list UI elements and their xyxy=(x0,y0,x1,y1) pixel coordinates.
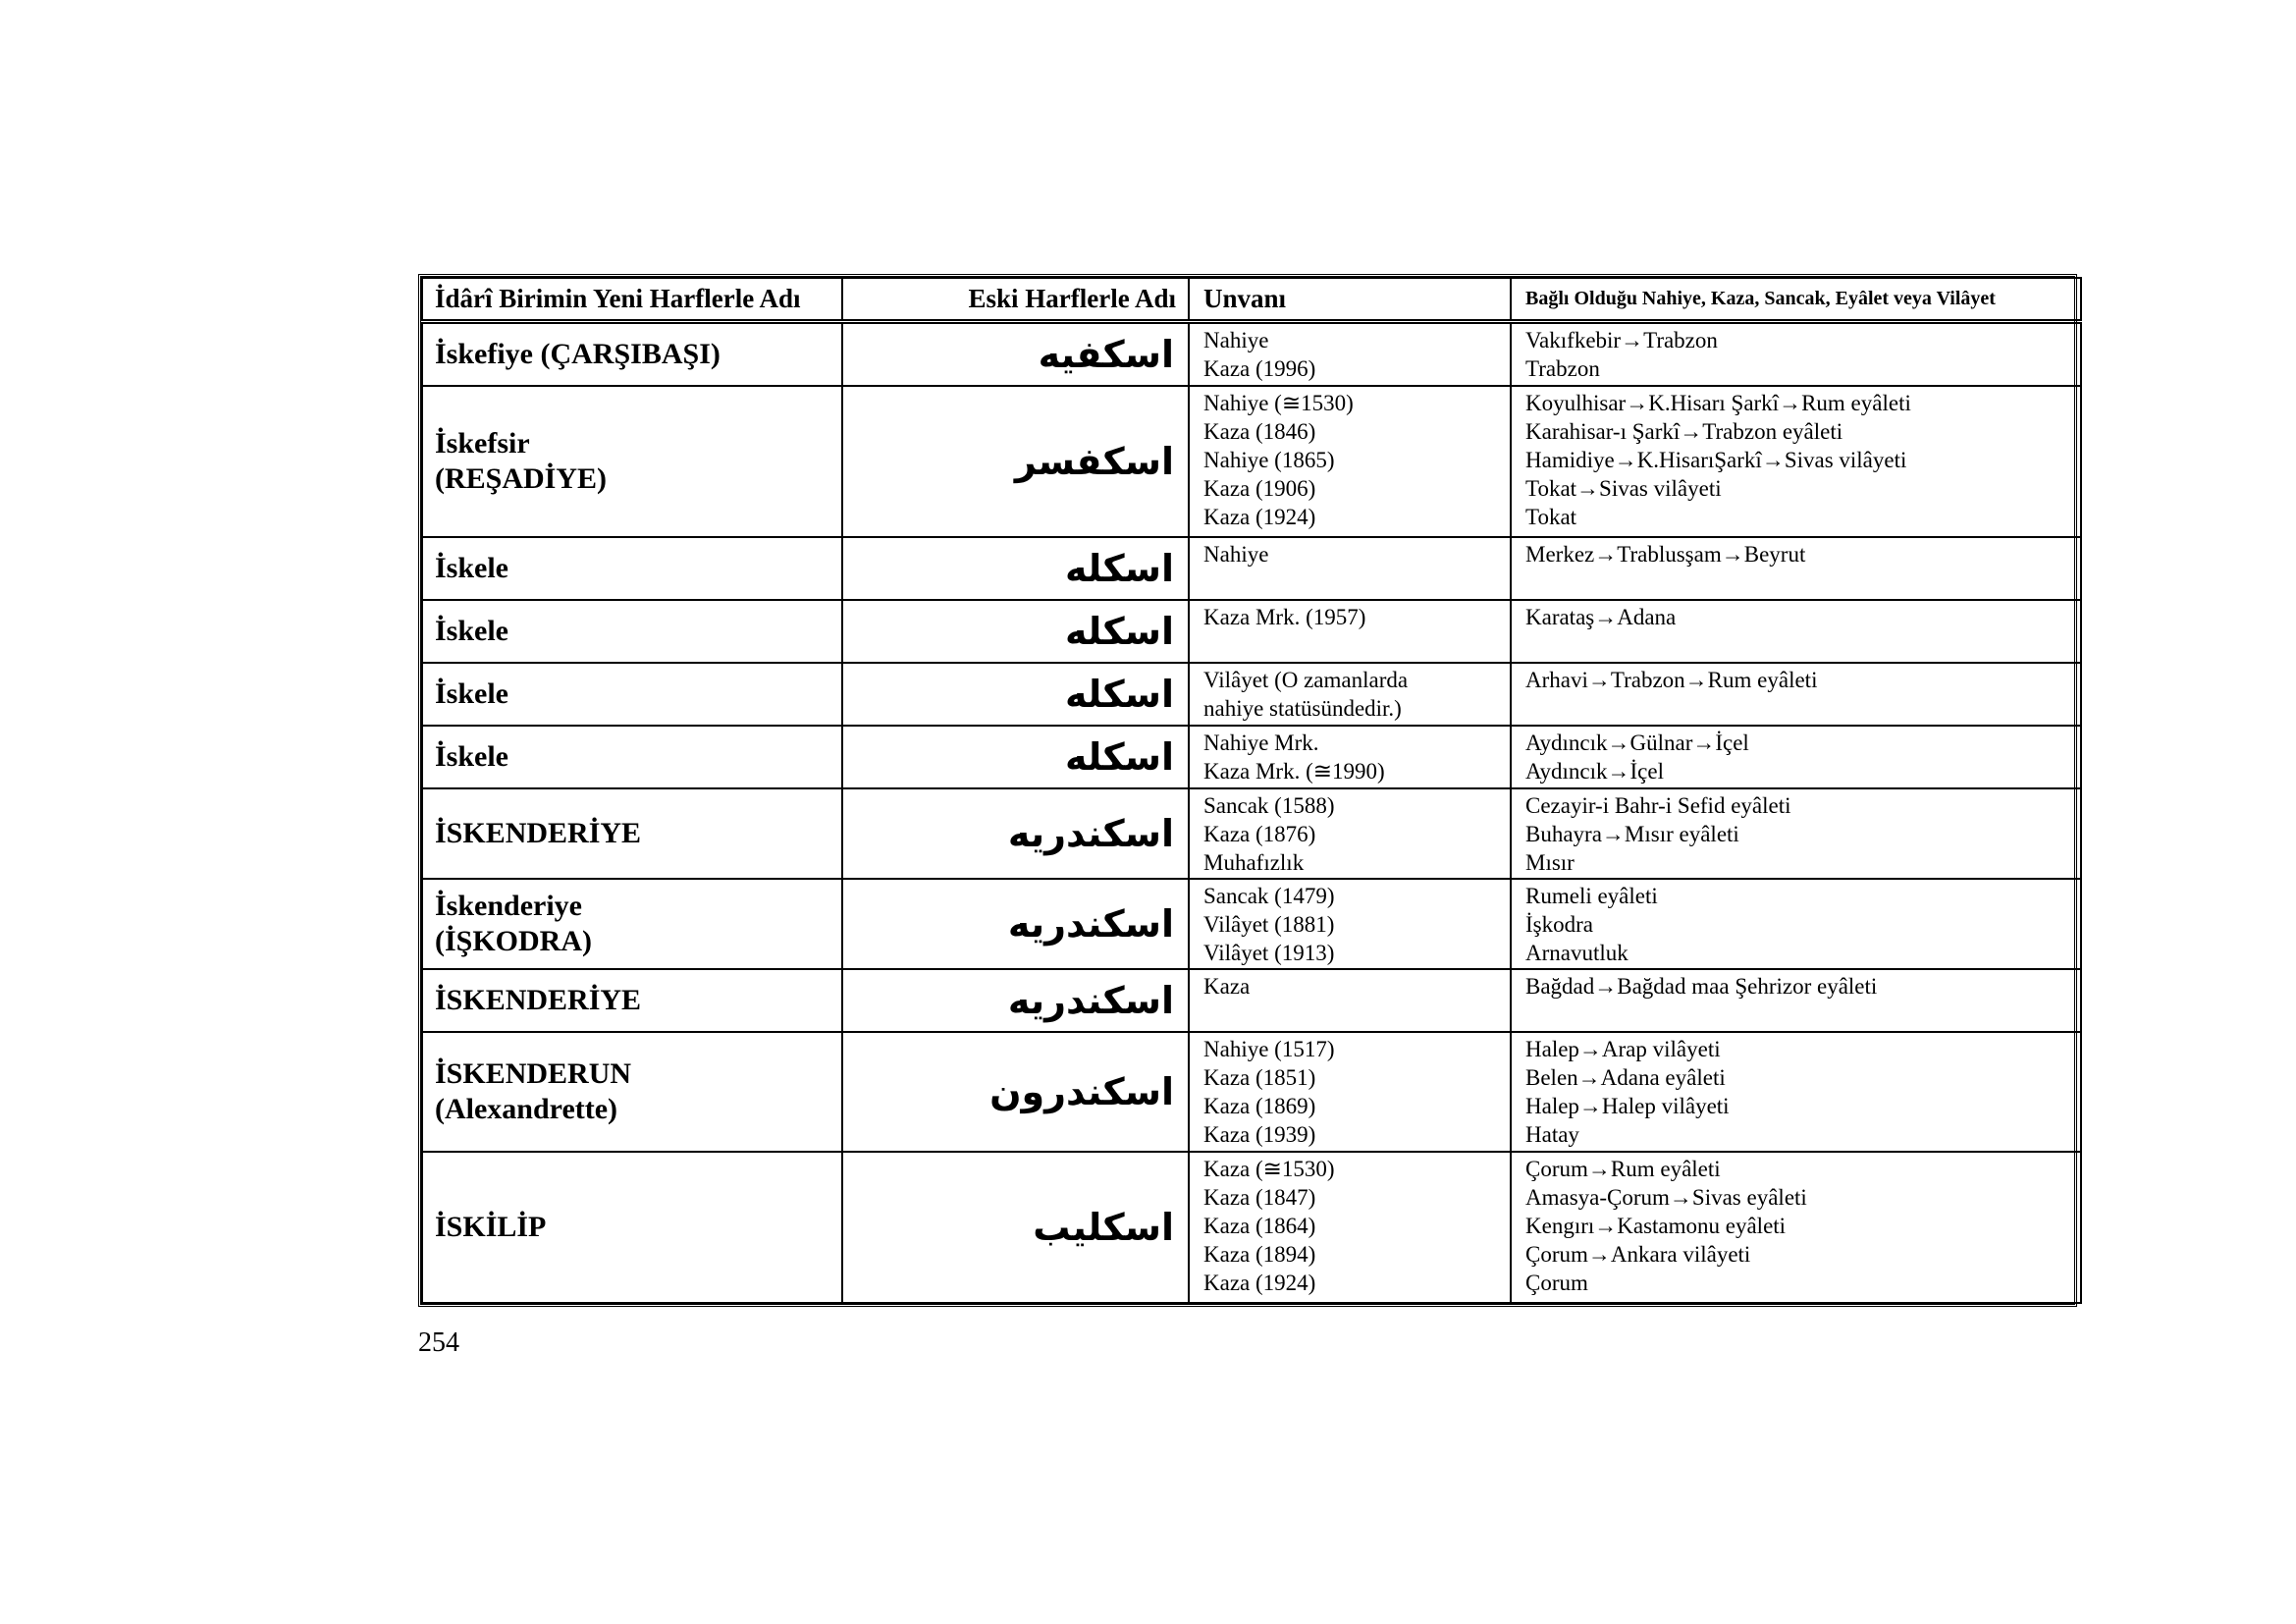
page-number: 254 xyxy=(418,1327,459,1358)
affiliation-cell-line: Trabzon xyxy=(1525,355,1600,381)
affiliation-cell xyxy=(1511,879,2081,969)
unit-name-cell-line: İSKENDERİYE xyxy=(435,984,642,1016)
title-cell-line: Kaza (1939) xyxy=(1203,1122,1316,1147)
table-row xyxy=(422,1152,2081,1303)
settlement-table xyxy=(421,277,2082,1304)
affiliation-cell-line: Tokat→Sivas vilâyeti xyxy=(1525,476,1722,501)
old-script-name-cell: اسكندرون xyxy=(842,1032,1189,1152)
affiliation-cell-line: Tokat xyxy=(1525,505,1577,529)
title-cell-line: Kaza Mrk. (1957) xyxy=(1203,605,1366,629)
affiliation-cell xyxy=(1511,600,2081,663)
unit-name-cell-line: İskele xyxy=(435,677,508,710)
table-row xyxy=(422,879,2081,969)
title-cell xyxy=(1189,726,1511,788)
old-script-name-cell: اسكليب xyxy=(842,1152,1189,1303)
unit-name-cell-line: (Alexandrette) xyxy=(435,1093,618,1125)
unit-name-cell-line: İSKENDERİYE xyxy=(435,817,642,849)
title-cell-line: Nahiye (1517) xyxy=(1203,1037,1335,1061)
title-cell-line: Kaza (1846) xyxy=(1203,419,1316,444)
affiliation-cell-line: Kengırı→Kastamonu eyâleti xyxy=(1525,1214,1787,1238)
affiliation-cell-line: Çorum→Rum eyâleti xyxy=(1525,1157,1721,1181)
old-script-name-cell: اسكفيه xyxy=(842,321,1189,386)
column-header-name: İdârî Birimin Yeni Harflerle Adı xyxy=(422,278,842,321)
affiliation-cell-line: Vakıfkebir→Trabzon xyxy=(1525,327,1718,352)
affiliation-cell-line: Aydıncık→Gülnar→İçel xyxy=(1525,731,1749,755)
title-cell-line: nahiye statüsündedir.) xyxy=(1203,696,1402,721)
old-script-name-cell: اسكندريه xyxy=(842,788,1189,879)
affiliation-cell xyxy=(1511,321,2081,386)
title-cell xyxy=(1189,1152,1511,1303)
settlement-table-frame xyxy=(418,274,2077,1307)
table-row xyxy=(422,726,2081,788)
old-script-name-cell: اسكله xyxy=(842,537,1189,600)
title-cell-line: Kaza (1924) xyxy=(1203,505,1316,529)
affiliation-cell-line: Merkez→Trablusşam→Beyrut xyxy=(1525,542,1806,567)
title-cell-line: Kaza (1851) xyxy=(1203,1065,1316,1090)
affiliation-cell xyxy=(1511,726,2081,788)
unit-name-cell xyxy=(422,879,842,969)
title-cell-line: Nahiye (≅1530) xyxy=(1203,391,1354,415)
title-cell xyxy=(1189,386,1511,537)
affiliation-cell xyxy=(1511,663,2081,726)
title-cell xyxy=(1189,1032,1511,1152)
unit-name-cell xyxy=(422,663,842,726)
old-script-name-cell: اسكله xyxy=(842,600,1189,663)
unit-name-cell xyxy=(422,600,842,663)
affiliation-cell xyxy=(1511,969,2081,1032)
affiliation-cell-line: Cezayir-i Bahr-i Sefid eyâleti xyxy=(1525,793,1791,818)
title-cell-line: Nahiye (1865) xyxy=(1203,448,1335,472)
affiliation-cell-line: Çorum xyxy=(1525,1271,1588,1295)
affiliation-cell xyxy=(1511,1152,2081,1303)
title-cell-line: Kaza Mrk. (≅1990) xyxy=(1203,759,1385,784)
title-cell-line: Vilâyet (1881) xyxy=(1203,912,1335,937)
affiliation-cell-line: Belen→Adana eyâleti xyxy=(1525,1065,1726,1090)
table-row xyxy=(422,969,2081,1032)
table-body xyxy=(422,321,2081,1303)
affiliation-cell-line: Rumeli eyâleti xyxy=(1525,884,1658,908)
unit-name-cell xyxy=(422,726,842,788)
affiliation-cell-line: Hamidiye→K.HisarıŞarkî→Sivas vilâyeti xyxy=(1525,448,1907,472)
title-cell-line: Muhafızlık xyxy=(1203,850,1305,875)
affiliation-cell-line: Arnavutluk xyxy=(1525,941,1629,965)
column-header-title: Unvanı xyxy=(1189,278,1511,321)
affiliation-cell-line: Çorum→Ankara vilâyeti xyxy=(1525,1242,1751,1267)
title-cell xyxy=(1189,537,1511,600)
affiliation-cell-line: Amasya-Çorum→Sivas eyâleti xyxy=(1525,1185,1807,1210)
unit-name-cell xyxy=(422,969,842,1032)
title-cell-line: Kaza (≅1530) xyxy=(1203,1157,1335,1181)
title-cell-line: Kaza (1894) xyxy=(1203,1242,1316,1267)
affiliation-cell-line: Arhavi→Trabzon→Rum eyâleti xyxy=(1525,668,1818,692)
affiliation-cell-line: Aydıncık→İçel xyxy=(1525,759,1664,784)
title-cell xyxy=(1189,788,1511,879)
unit-name-cell xyxy=(422,321,842,386)
affiliation-cell-line: İşkodra xyxy=(1525,912,1593,937)
unit-name-cell-line: İSKENDERUN xyxy=(435,1057,632,1090)
title-cell xyxy=(1189,600,1511,663)
unit-name-cell xyxy=(422,1152,842,1303)
title-cell-line: Kaza (1847) xyxy=(1203,1185,1316,1210)
unit-name-cell-line: (REŞADİYE) xyxy=(435,462,608,495)
affiliation-cell-line: Mısır xyxy=(1525,850,1575,875)
title-cell-line: Nahiye xyxy=(1203,327,1269,352)
affiliation-cell xyxy=(1511,386,2081,537)
title-cell xyxy=(1189,969,1511,1032)
table-row xyxy=(422,788,2081,879)
affiliation-cell-line: Buhayra→Mısır eyâleti xyxy=(1525,822,1739,846)
affiliation-cell xyxy=(1511,537,2081,600)
affiliation-cell-line: Koyulhisar→K.Hisarı Şarkî→Rum eyâleti xyxy=(1525,391,1911,415)
title-cell-line: Kaza xyxy=(1203,974,1251,999)
unit-name-cell-line: İskele xyxy=(435,615,508,647)
affiliation-cell-line: Karataş→Adana xyxy=(1525,605,1677,629)
table-row xyxy=(422,537,2081,600)
affiliation-cell xyxy=(1511,788,2081,879)
table-header-row xyxy=(422,278,2081,321)
affiliation-cell-line: Karahisar-ı Şarkî→Trabzon eyâleti xyxy=(1525,419,1843,444)
table-row xyxy=(422,1032,2081,1152)
table-row xyxy=(422,663,2081,726)
table-row xyxy=(422,600,2081,663)
affiliation-cell-line: Halep→Arap vilâyeti xyxy=(1525,1037,1721,1061)
unit-name-cell-line: İSKİLİP xyxy=(435,1211,547,1243)
unit-name-cell-line: (İŞKODRA) xyxy=(435,925,593,957)
column-header-old-name: Eski Harflerle Adı xyxy=(842,278,1189,321)
unit-name-cell xyxy=(422,386,842,537)
title-cell-line: Kaza (1869) xyxy=(1203,1094,1316,1118)
title-cell-line: Kaza (1906) xyxy=(1203,476,1316,501)
unit-name-cell-line: İskele xyxy=(435,552,508,584)
title-cell-line: Sancak (1588) xyxy=(1203,793,1335,818)
title-cell-line: Kaza (1996) xyxy=(1203,355,1316,381)
unit-name-cell xyxy=(422,1032,842,1152)
title-cell xyxy=(1189,663,1511,726)
affiliation-cell xyxy=(1511,1032,2081,1152)
title-cell-line: Nahiye xyxy=(1203,542,1269,567)
unit-name-cell-line: İskenderiye xyxy=(435,890,582,922)
title-cell-line: Vilâyet (O zamanlarda xyxy=(1203,668,1409,692)
title-cell-line: Kaza (1864) xyxy=(1203,1214,1316,1238)
title-cell xyxy=(1189,321,1511,386)
unit-name-cell-line: İskele xyxy=(435,740,508,773)
unit-name-cell xyxy=(422,537,842,600)
old-script-name-cell: اسكندريه xyxy=(842,969,1189,1032)
unit-name-cell xyxy=(422,788,842,879)
title-cell-line: Kaza (1924) xyxy=(1203,1271,1316,1295)
unit-name-cell-line: İskefsir xyxy=(435,427,530,460)
old-script-name-cell: اسكله xyxy=(842,726,1189,788)
title-cell-line: Sancak (1479) xyxy=(1203,884,1335,908)
affiliation-cell-line: Halep→Halep vilâyeti xyxy=(1525,1094,1730,1118)
table-row xyxy=(422,321,2081,386)
unit-name-cell-line: İskefiye (ÇARŞIBAŞI) xyxy=(435,337,721,370)
title-cell xyxy=(1189,879,1511,969)
old-script-name-cell: اسكله xyxy=(842,663,1189,726)
affiliation-cell-line: Bağdad→Bağdad maa Şehrizor eyâleti xyxy=(1525,974,1878,999)
table-row xyxy=(422,386,2081,537)
old-script-name-cell: اسكندريه xyxy=(842,879,1189,969)
title-cell-line: Kaza (1876) xyxy=(1203,822,1316,846)
title-cell-line: Nahiye Mrk. xyxy=(1203,731,1319,755)
affiliation-cell-line: Hatay xyxy=(1525,1122,1579,1147)
old-script-name-cell: اسكفسر xyxy=(842,386,1189,537)
column-header-affiliation: Bağlı Olduğu Nahiye, Kaza, Sancak, Eyâlet veya Vilâyet xyxy=(1511,278,2081,321)
title-cell-line: Vilâyet (1913) xyxy=(1203,941,1335,965)
